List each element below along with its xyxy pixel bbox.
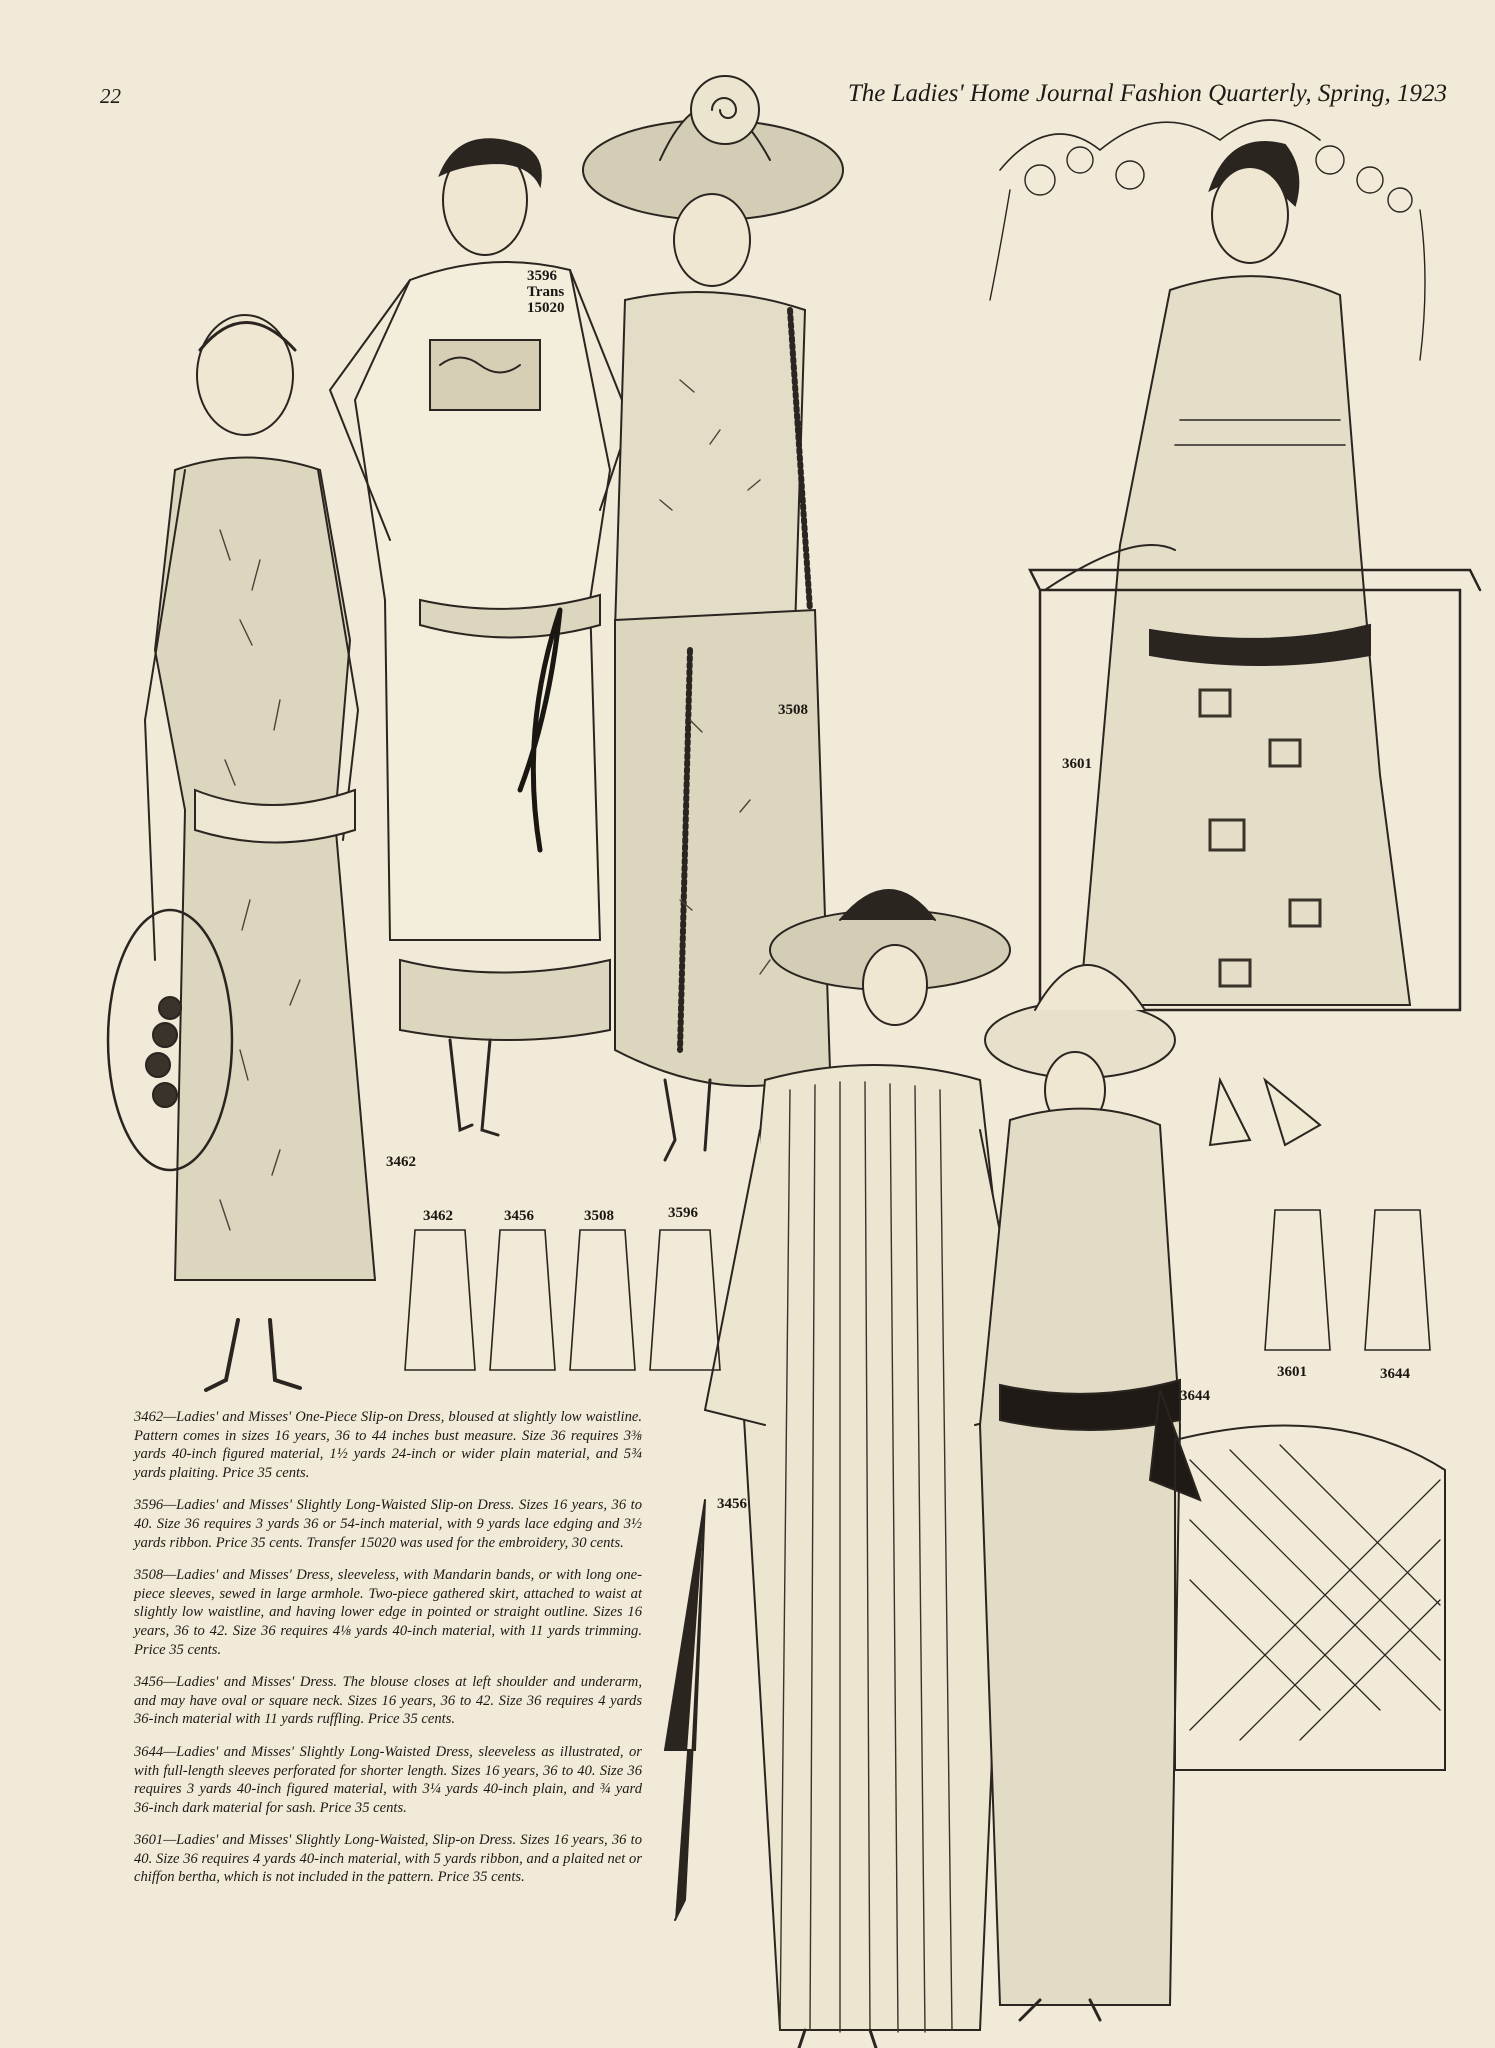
description-3601: 3601—Ladies' and Misses' Slightly Long-Waisted, Slip-on Dress. Sizes 16 years, 36 to 40. Size 36 requires 4 yards 40-inch material, with 5 yards ribbon, and a plaited net or chiffon bertha, which is not included in the pattern. Price 35 cents.	[134, 1832, 642, 1886]
figure-label-3508: 3508	[778, 702, 808, 718]
running-head: The Ladies' Home Journal Fashion Quarterly, Spring, 1923	[847, 80, 1447, 107]
figure-label-3596: 3596	[527, 268, 557, 284]
flat-label-3596: 3596	[668, 1205, 698, 1221]
flat-label-3601: 3601	[1277, 1364, 1307, 1380]
description-3462: 3462—Ladies' and Misses' One-Piece Slip-on Dress, bloused at slightly low waistline. Pattern comes in sizes 16 years, 36 to 44 inches bust measure. Size 36 requires 3⅜ yards 40-inch figured material, 1½ yards 24-inch or wider plain material, and 5¾ yards plaiting. Price 35 cents.	[134, 1409, 642, 1481]
description-3456: 3456—Ladies' and Misses' Dress. The blouse closes at left shoulder and underarm, and may have oval or square neck. Sizes 16 years, 36 to 42. Size 36 requires 4 yards 36-inch material with 11 yards ruffling. Price 35 cents.	[134, 1674, 642, 1728]
figure-label-trans: Trans	[527, 284, 565, 300]
flat-label-3462: 3462	[423, 1208, 453, 1224]
flat-label-3508: 3508	[584, 1208, 614, 1224]
figure-label-3601: 3601	[1062, 756, 1092, 772]
description-3596: 3596—Ladies' and Misses' Slightly Long-Waisted Slip-on Dress. Sizes 16 years, 36 to 40. Size 36 requires 3 yards 36 or 54-inch material, with 9 yards lace edging and 3½ yards ribbon. Price 35 cents. Transfer 15020 was used for the embroidery, 30 cents.	[134, 1497, 642, 1551]
figure-label-3462: 3462	[386, 1154, 416, 1170]
figure-label-3644: 3644	[1180, 1388, 1210, 1404]
figure-3462-drawing	[108, 315, 375, 1390]
flat-label-3456: 3456	[504, 1208, 534, 1224]
pattern-descriptions	[134, 1408, 642, 1901]
description-3644: 3644—Ladies' and Misses' Slightly Long-Waisted Dress, sleeveless as illustrated, or with full-length sleeves perforated for shorter length. Sizes 16 years, 36 to 40. Size 36 requires 3 yards 40-inch figured material, with 3¼ yards 40-inch plain, and ¾ yard 36-inch dark material for sash. Price 35 cents.	[134, 1743, 642, 1816]
description-3508: 3508—Ladies' and Misses' Dress, sleeveless, with Mandarin bands, or with long one-piece sleeves, sewed in large armhole. Two-piece gathered skirt, attached to waist at slightly low waistline, and having lower edge in pointed or straight outline. Sizes 16 years, 36 to 42. Size 36 requires 4⅛ yards 40-inch material, with 11 yards trimming. Price 35 cents.	[134, 1567, 642, 1658]
figure-3596-drawing	[330, 139, 630, 1135]
figure-label-15020: 15020	[527, 300, 565, 316]
flat-label-3644: 3644	[1380, 1366, 1410, 1382]
figure-3508-drawing	[583, 76, 843, 1160]
page-number: 22	[100, 84, 121, 108]
figure-label-3456: 3456	[717, 1496, 747, 1512]
